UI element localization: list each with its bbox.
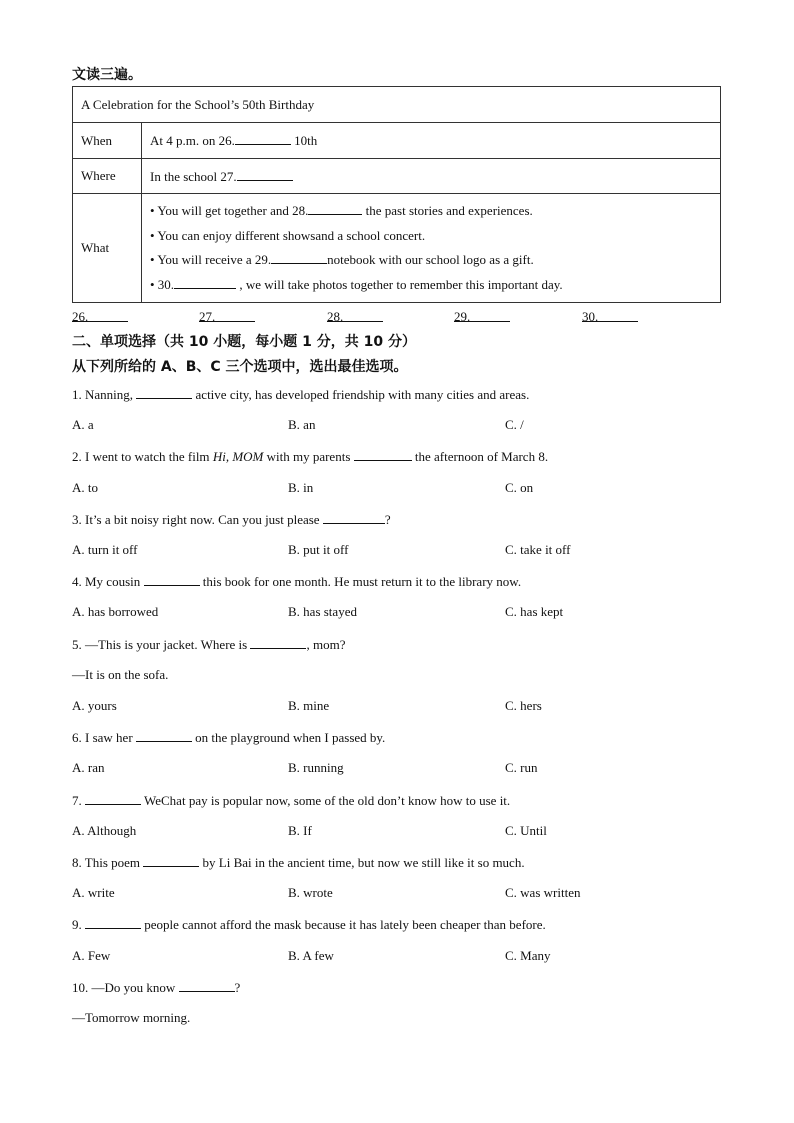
option-a[interactable]: A. Although <box>72 823 137 838</box>
question-9: 9. people cannot afford the mask because it has lately been cheaper than before. <box>72 917 546 932</box>
option-a[interactable]: A. yours <box>72 698 117 713</box>
question-6: 6. I saw her on the playground when I passed by. <box>72 730 386 745</box>
question-4: 4. My cousin this book for one month. He must return it to the library now. <box>72 574 522 589</box>
list-item: • 30. , we will take photos together to remember this important day. <box>150 276 563 292</box>
option-b[interactable]: B. mine <box>288 698 330 713</box>
option-a[interactable]: A. turn it off <box>72 542 138 557</box>
question-2: 2. I went to watch the film Hi, MOM with my parents the afternoon of March 8. <box>72 449 549 464</box>
option-a[interactable]: A. ran <box>72 760 105 775</box>
option-a[interactable]: A. to <box>72 480 98 495</box>
blank-30 <box>174 276 236 289</box>
table-title: A Celebration for the School’s 50th Birthday <box>73 87 721 123</box>
option-b[interactable]: B. an <box>288 417 316 432</box>
section-title: 二、单项选择（共 10 小题，每小题 1 分，共 10 分） <box>72 334 416 350</box>
option-b[interactable]: B. wrote <box>288 885 333 900</box>
row-label: What <box>73 194 142 303</box>
option-c[interactable]: C. hers <box>505 698 542 713</box>
option-b[interactable]: B. If <box>288 823 312 838</box>
question-10-reply: —Tomorrow morning. <box>72 1010 191 1025</box>
option-a[interactable]: A. a <box>72 417 94 432</box>
option-c[interactable]: C. has kept <box>505 604 564 619</box>
blank-28 <box>308 202 362 215</box>
section-heading-fragment: 文读三遍。 <box>72 67 142 83</box>
option-c[interactable]: C. take it off <box>505 542 571 557</box>
question-10: 10. —Do you know ? <box>72 980 241 995</box>
option-b[interactable]: B. in <box>288 480 314 495</box>
question-5-reply: —It is on the sofa. <box>72 667 169 682</box>
question-3: 3. It’s a bit noisy right now. Can you just please ? <box>72 512 391 527</box>
row-label: When <box>73 123 142 159</box>
question-7: 7. WeChat pay is popular now, some of the old don’t know how to use it. <box>72 793 511 808</box>
list-item: • You will get together and 28. the past stories and experiences. <box>150 203 533 218</box>
list-item: • You will receive a 29. notebook with our school logo as a gift. <box>150 252 534 267</box>
option-b[interactable]: B. has stayed <box>288 604 357 619</box>
blank-27 <box>237 168 293 181</box>
option-c[interactable]: C. on <box>505 480 534 495</box>
option-b[interactable]: B. running <box>288 760 344 775</box>
question-5: 5. —This is your jacket. Where is , mom? <box>72 637 346 652</box>
option-c[interactable]: C. Many <box>505 948 551 963</box>
table-row-what <box>73 194 721 303</box>
section-instruction: 从下列所给的 A、B、C 三个选项中，选出最佳选项。 <box>72 359 408 375</box>
question-8: 8. This poem by Li Bai in the ancient time, but now we still like it so much. <box>72 855 525 870</box>
list-item: • You can enjoy different showsand a school concert. <box>150 227 426 243</box>
option-b[interactable]: B. A few <box>288 948 334 963</box>
option-a[interactable]: A. write <box>72 885 115 900</box>
option-b[interactable]: B. put it off <box>288 542 349 557</box>
option-c[interactable]: C. / <box>505 417 524 432</box>
row-label: Where <box>73 159 142 194</box>
table-row-where: Where In the school 27. <box>73 159 721 194</box>
question-1: 1. Nanning, active city, has developed friendship with many cities and areas. <box>72 387 530 402</box>
exam-page: 文读三遍。 A Celebration for the School’s 50th Birthday When At 4 p.m. on 26. 10th Where In the school 27. What • You will get together and 28. the past stories and experiences. • You can enjoy different showsand a school concert. • You will receive a 29. notebook with our school logo as a gift. • 30. , we will take photos together to remember this important day. 26. 27. 28. 29. 30. 二、单项选择（共 10 小题，每小题 1 分，共 10 分） 从下列所给的 A、B、C 三个选项中，选出最佳选项。 1. Nanning, active city, has developed friendship with many cities and areas. A. a B. an C. / 2. I went to watch the film Hi, MOM with my parents the afternoon of March 8. A. to B. in C. on 3. It’s a bit noisy right now. Can you just please ? A. turn it off B. put it off C. take it off 4. My cousin this book for one month. He must return it to the library now. A. has borrowed B. has stayed C. has kept 5. —This is your jacket. Where is , mom? —It is on the sofa. A. yours B. mine C. hers 6. I saw her on the playground when I passed by. A. ran B. running C. run 7. WeChat pay is popular now, some of the old don’t know how to use it. A. Although B. If C. Until 8. This poem by Li Bai in the ancient time, but now we still like it so much. A. write B. wrote C. was written 9. people cannot afford the mask because it has lately been cheaper than before. A. Few B. A few C. Many 10. —Do you know ? —Tomorrow morning. <box>0 0 794 1123</box>
celebration-table <box>72 86 721 303</box>
blank-26 <box>235 132 291 145</box>
blank-29 <box>271 251 327 264</box>
option-a[interactable]: A. has borrowed <box>72 604 159 619</box>
option-a[interactable]: A. Few <box>72 948 111 963</box>
option-c[interactable]: C. run <box>505 760 538 775</box>
table-row-when: When At 4 p.m. on 26. 10th <box>73 123 721 159</box>
option-c[interactable]: C. Until <box>505 823 547 838</box>
option-c[interactable]: C. was written <box>505 885 581 900</box>
